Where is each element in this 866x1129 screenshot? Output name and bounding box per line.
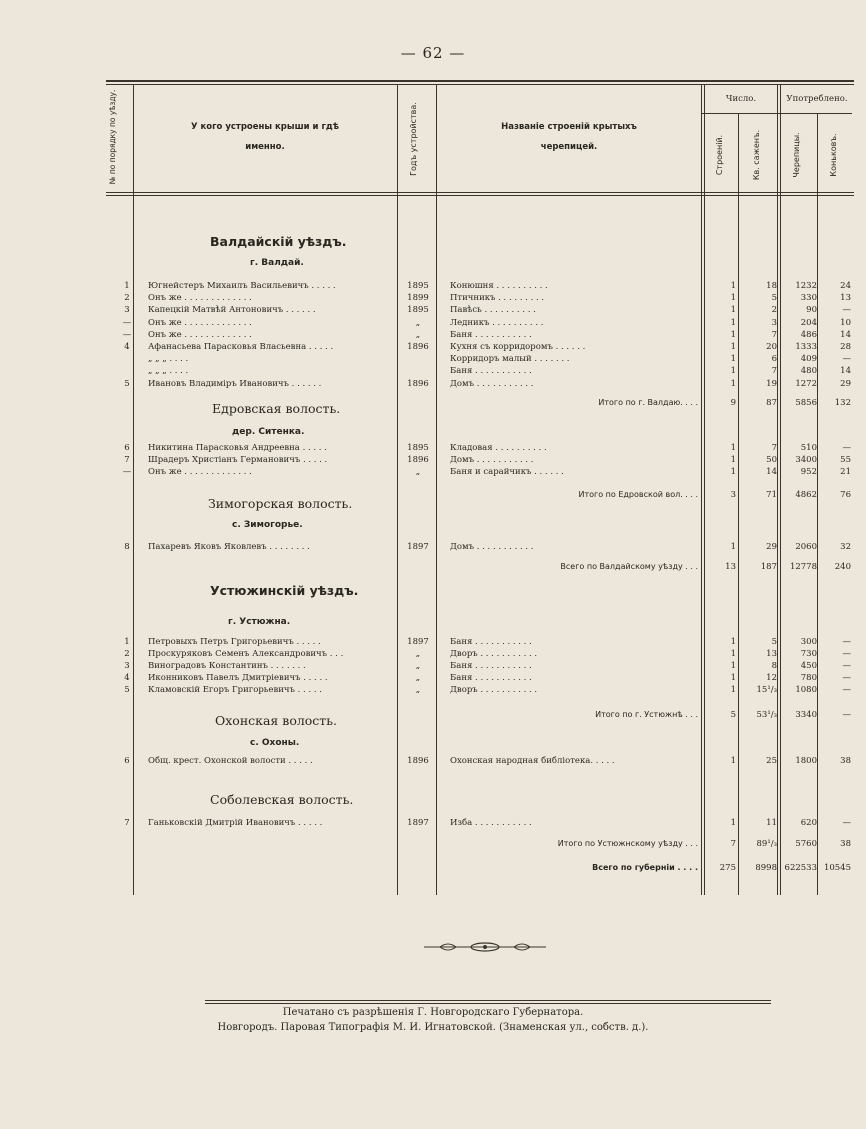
square-sazhen: 7	[771, 366, 777, 377]
square-sazhen: 71	[766, 490, 777, 500]
owner-name: Кламовскій Егоръ Григорьевичъ . . . . .	[148, 685, 322, 695]
ridge-count: —	[842, 673, 851, 683]
tile-count: 510	[800, 443, 817, 453]
building-name: Конюшня . . . . . . . . . .	[450, 281, 548, 291]
tile-count: 12778	[789, 562, 817, 572]
building-name: Павѣсь . . . . . . . . . .	[450, 305, 536, 316]
tile-count: 4862	[795, 490, 817, 500]
owner-name: Никитина Парасковья Андреевна . . . . .	[148, 443, 327, 453]
building-name: Изба . . . . . . . . . . .	[450, 818, 532, 828]
total-row	[0, 397, 866, 409]
building-name: Баня . . . . . . . . . . .	[450, 637, 532, 647]
ridge-count: —	[842, 710, 851, 720]
owner-name: Проскуряковъ Семенъ Александровичъ . . .	[148, 649, 344, 659]
ridge-count: 24	[840, 281, 851, 291]
row-number: 1	[124, 281, 130, 291]
building-name: Домъ . . . . . . . . . . .	[450, 455, 534, 465]
structure-count: 1	[730, 455, 736, 465]
village-heading-zimogorye: с. Зимогорье.	[232, 520, 303, 530]
header-col-name-line1: У кого устроены крыши и гдѣ	[190, 122, 340, 132]
table-row	[0, 648, 866, 660]
header-col-ridge: Коньковъ.	[829, 133, 838, 177]
structure-count: 1	[730, 342, 736, 352]
total-label: Всего по губерніи . . . .	[592, 863, 698, 872]
table-row	[0, 365, 866, 377]
square-sazhen: 15¹/₃	[756, 685, 777, 695]
ridge-count: 14	[840, 366, 851, 377]
year-built: 1896	[407, 455, 429, 465]
building-name: Ледникъ . . . . . . . . . .	[450, 317, 544, 328]
year-built: 1896	[407, 756, 429, 766]
header-col-name-line2: именно.	[245, 142, 285, 152]
owner-name: „ „ „ . . . .	[148, 354, 189, 365]
tile-count: 204	[800, 317, 817, 328]
footer-line-1: Печатано съ разрѣшенія Г. Новгородскаго Губернатора.	[282, 1007, 584, 1018]
structure-count: 7	[730, 839, 736, 849]
row-number: —	[122, 317, 132, 328]
tile-count: 5760	[795, 839, 817, 849]
building-name: Дворъ . . . . . . . . . . .	[450, 649, 538, 659]
owner-name: „ „ „ . . . .	[148, 366, 189, 377]
volost-heading-zimogorye: Зимогорская волость.	[208, 496, 353, 511]
table-row	[0, 353, 866, 365]
square-sazhen: 187	[760, 562, 777, 572]
total-label: Итого по Едровской вол. . . .	[578, 490, 698, 499]
structure-count: 1	[730, 673, 736, 683]
ridge-count: —	[842, 661, 851, 671]
building-name: Баня . . . . . . . . . . .	[450, 329, 532, 340]
tile-count: 620	[800, 818, 817, 828]
structure-count: 1	[730, 661, 736, 671]
square-sazhen: 14	[766, 467, 777, 477]
structure-count: 1	[730, 443, 736, 453]
square-sazhen: 2	[771, 305, 777, 316]
table-row	[0, 304, 866, 316]
col-line	[817, 113, 818, 895]
header-col-tiles: Черепицы.	[792, 132, 801, 178]
owner-name: Онъ же . . . . . . . . . . . . .	[148, 317, 252, 328]
structure-count: 275	[719, 863, 736, 873]
table-row	[0, 466, 866, 478]
ridge-count: 10	[840, 317, 851, 328]
ridge-count: 55	[840, 455, 851, 465]
square-sazhen: 53¹/₃	[756, 710, 777, 720]
building-name: Баня . . . . . . . . . . .	[450, 661, 532, 671]
owner-name: Виноградовъ Константинъ . . . . . . .	[148, 661, 306, 671]
tile-count: 1232	[795, 281, 817, 291]
tile-count: 622533	[784, 863, 817, 873]
ridge-count: —	[842, 685, 851, 695]
ridge-count: 21	[840, 467, 851, 477]
tile-count: 3340	[795, 710, 817, 720]
structure-count: 1	[730, 305, 736, 316]
building-name: Кладовая . . . . . . . . . .	[450, 443, 547, 453]
total-label: Итого по г. Устюжнѣ . . .	[595, 710, 698, 719]
ridge-count: 13	[840, 293, 851, 304]
structure-count: 1	[730, 366, 736, 377]
ridge-count: 132	[834, 398, 851, 408]
year-built: 1895	[407, 443, 429, 453]
table-top-border	[106, 80, 854, 82]
total-row	[0, 709, 866, 721]
tile-count: 486	[800, 329, 817, 340]
square-sazhen: 89¹/₃	[756, 839, 777, 849]
table-row	[0, 341, 866, 353]
tile-count: 480	[800, 366, 817, 377]
table-row	[0, 454, 866, 466]
header-col-year: Годъ устройства.	[409, 102, 418, 176]
year-built: 1896	[407, 342, 429, 352]
owner-name: Ивановъ Владиміръ Ивановичъ . . . . . .	[148, 378, 322, 389]
total-row	[0, 838, 866, 850]
structure-count: 1	[730, 354, 736, 365]
row-number: 4	[124, 342, 130, 352]
row-number: 6	[124, 443, 130, 453]
ridge-count: —	[842, 305, 851, 316]
row-number: 7	[124, 455, 130, 465]
header-group-used: Употреблено.	[786, 94, 848, 104]
owner-name: Петровыхъ Петръ Григорьевичъ . . . . .	[148, 637, 321, 647]
structure-count: 13	[725, 562, 736, 572]
row-number: —	[122, 467, 132, 477]
owner-name: Афанасьева Парасковья Власьевна . . . . .	[148, 342, 334, 352]
row-number: 5	[124, 685, 130, 695]
square-sazhen: 29	[766, 542, 777, 552]
table-row	[0, 755, 866, 767]
structure-count: 1	[730, 649, 736, 659]
year-built: „	[415, 317, 421, 328]
footer-rule-top-2	[205, 1003, 771, 1004]
ridge-count: 28	[840, 342, 851, 352]
row-number: 6	[124, 756, 130, 766]
row-number: 7	[124, 818, 130, 828]
row-number: 3	[124, 305, 130, 316]
tile-count: 300	[800, 637, 817, 647]
structure-count: 1	[730, 637, 736, 647]
header-bottom-border	[106, 192, 854, 193]
structure-count: 1	[730, 317, 736, 328]
building-name: Баня и сарайчикъ . . . . . .	[450, 467, 564, 477]
structure-count: 9	[730, 398, 736, 408]
uezd-heading-ustyuzhna: Устюжинскій уѣздъ.	[210, 583, 359, 598]
total-row	[0, 862, 866, 874]
ridge-count: 76	[840, 490, 851, 500]
table-row	[0, 280, 866, 292]
village-heading-sitenka: дер. Ситенка.	[232, 427, 305, 437]
year-built: 1895	[407, 305, 429, 316]
building-name: Птичникъ . . . . . . . . .	[450, 293, 545, 304]
ridge-count: 32	[840, 542, 851, 552]
tile-count: 952	[800, 467, 817, 477]
total-row	[0, 489, 866, 501]
owner-name: Шрадеръ Христіанъ Германовичъ . . . . .	[148, 455, 328, 465]
tile-count: 3400	[795, 455, 817, 465]
tile-count: 5856	[795, 398, 817, 408]
owner-name: Капецкій Матвѣй Антоновичъ . . . . . .	[148, 305, 316, 316]
ridge-count: 10545	[823, 863, 851, 873]
tile-count: 1080	[795, 685, 817, 695]
year-built: „	[415, 329, 421, 340]
row-number: 8	[124, 542, 130, 552]
table-row	[0, 292, 866, 304]
owner-name: Онъ же . . . . . . . . . . . . .	[148, 329, 252, 340]
square-sazhen: 25	[766, 756, 777, 766]
tile-count: 90	[806, 305, 817, 316]
header-col-building	[444, 122, 694, 152]
tile-count: 330	[800, 293, 817, 304]
building-name: Баня . . . . . . . . . . .	[450, 366, 532, 377]
square-sazhen: 13	[766, 649, 777, 659]
square-sazhen: 50	[766, 455, 777, 465]
ridge-count: 38	[840, 756, 851, 766]
square-sazhen: 20	[766, 342, 777, 352]
structure-count: 1	[730, 685, 736, 695]
square-sazhen: 7	[771, 443, 777, 453]
total-row	[0, 561, 866, 573]
ridge-count: 29	[840, 378, 851, 389]
year-built: 1897	[407, 818, 429, 828]
square-sazhen: 3	[771, 317, 777, 328]
ridge-count: —	[842, 637, 851, 647]
tile-count: 409	[800, 354, 817, 365]
row-number: 4	[124, 673, 130, 683]
year-built: „	[415, 661, 421, 671]
structure-count: 3	[730, 490, 736, 500]
year-built: 1896	[407, 378, 429, 389]
header-col-building-line1: Названіе строеній крытыхъ	[501, 122, 637, 132]
square-sazhen: 6	[771, 354, 777, 365]
ridge-count: —	[842, 818, 851, 828]
structure-count: 1	[730, 467, 736, 477]
tile-count: 1272	[795, 378, 817, 389]
square-sazhen: 8998	[755, 863, 777, 873]
table-row	[0, 329, 866, 341]
owner-name: Пахаревъ Яковъ Яковлевъ . . . . . . . .	[148, 542, 310, 552]
building-name: Корридоръ малый . . . . . . .	[450, 354, 570, 365]
building-name: Дворъ . . . . . . . . . . .	[450, 685, 538, 695]
year-built: 1895	[407, 281, 429, 291]
ridge-count: —	[842, 443, 851, 453]
building-name: Баня . . . . . . . . . . .	[450, 673, 532, 683]
structure-count: 5	[730, 710, 736, 720]
building-name: Домъ . . . . . . . . . . .	[450, 542, 534, 552]
row-number: 2	[124, 293, 130, 304]
volost-heading-sobolevo: Соболевская волость.	[210, 792, 354, 807]
total-label: Всего по Валдайскому уѣзду . . .	[560, 562, 698, 571]
square-sazhen: 11	[766, 818, 777, 828]
year-built: „	[415, 467, 421, 477]
square-sazhen: 8	[771, 661, 777, 671]
header-col-building-line2: черепицей.	[540, 142, 598, 152]
table-row	[0, 636, 866, 648]
total-label: Итого по Устюжнскому уѣзду . . .	[557, 839, 698, 848]
year-built: 1899	[407, 293, 429, 304]
town-heading-valday: г. Валдай.	[250, 258, 304, 268]
row-number: 3	[124, 661, 130, 671]
tile-count: 2060	[795, 542, 817, 552]
table-row	[0, 317, 866, 329]
structure-count: 1	[730, 293, 736, 304]
structure-count: 1	[730, 756, 736, 766]
tile-count: 1800	[795, 756, 817, 766]
year-built: „	[415, 673, 421, 683]
page-number: — 62 —	[400, 44, 466, 62]
town-heading-ustyuzhna: г. Устюжна.	[228, 617, 291, 627]
structure-count: 1	[730, 542, 736, 552]
volost-heading-okhony: Охонская волость.	[215, 713, 338, 728]
ornament-divider	[420, 940, 550, 954]
owner-name: Югнейстеръ Михаилъ Васильевичъ . . . . .	[148, 281, 336, 291]
owner-name: Онъ же . . . . . . . . . . . . .	[148, 467, 252, 477]
structure-count: 1	[730, 281, 736, 291]
table-row	[0, 660, 866, 672]
structure-count: 1	[730, 329, 736, 340]
header-col-structures: Строеній.	[715, 134, 724, 176]
row-number: —	[122, 329, 132, 340]
structure-count: 1	[730, 378, 736, 389]
header-bottom-border-2	[106, 195, 854, 196]
year-built: 1897	[407, 542, 429, 552]
header-group-count: Число.	[725, 94, 757, 104]
square-sazhen: 7	[771, 329, 777, 340]
square-sazhen: 5	[771, 637, 777, 647]
square-sazhen: 5	[771, 293, 777, 304]
owner-name: Онъ же . . . . . . . . . . . . .	[148, 293, 252, 304]
table-row	[0, 817, 866, 829]
year-built: „	[415, 649, 421, 659]
building-name: Домъ . . . . . . . . . . .	[450, 378, 534, 389]
header-col-name	[140, 122, 390, 152]
owner-name: Ганьковскій Дмитрій Ивановичъ . . . . .	[148, 818, 323, 828]
table-row	[0, 672, 866, 684]
ridge-count: —	[842, 649, 851, 659]
header-col-no: № по порядку по уѣзду.	[108, 89, 117, 185]
tile-count: 730	[800, 649, 817, 659]
owner-name: Общ. крест. Охонской волости . . . . .	[148, 756, 313, 766]
year-built: 1897	[407, 637, 429, 647]
square-sazhen: 87	[766, 398, 777, 408]
tile-count: 780	[800, 673, 817, 683]
building-name: Охонская народная библіотека. . . . .	[450, 756, 615, 766]
footer-rule-top	[205, 1000, 771, 1001]
ridge-count: 38	[840, 839, 851, 849]
square-sazhen: 19	[766, 378, 777, 389]
village-heading-okhony: с. Охоны.	[250, 738, 300, 748]
building-name: Кухня съ корридоромъ . . . . . .	[450, 342, 586, 352]
tile-count: 1333	[795, 342, 817, 352]
year-built: „	[415, 685, 421, 695]
table-row	[0, 684, 866, 696]
footer-line-2: Новгородъ. Паровая Типографія М. И. Игнатовской. (Знаменская ул., собств. д.).	[217, 1022, 649, 1033]
table-row	[0, 442, 866, 454]
structure-count: 1	[730, 818, 736, 828]
header-col-sq: Кв. саженъ.	[752, 129, 761, 181]
square-sazhen: 18	[766, 281, 777, 291]
owner-name: Иконниковъ Павелъ Дмитріевичъ . . . . .	[148, 673, 328, 683]
tile-count: 450	[800, 661, 817, 671]
row-number: 2	[124, 649, 130, 659]
row-number: 1	[124, 637, 130, 647]
table-top-border-thin	[106, 84, 854, 85]
row-number: 5	[124, 378, 130, 389]
uezd-heading-valday: Валдайскій уѣздъ.	[210, 234, 347, 249]
ridge-count: 240	[834, 562, 851, 572]
total-label: Итого по г. Валдаю. . . .	[598, 398, 698, 407]
table-row	[0, 541, 866, 553]
volost-heading-edrovo: Едровская волость.	[212, 401, 341, 416]
ridge-count: —	[842, 354, 851, 365]
ridge-count: 14	[840, 329, 851, 340]
col-line	[738, 113, 739, 895]
square-sazhen: 12	[766, 673, 777, 683]
table-row	[0, 378, 866, 390]
